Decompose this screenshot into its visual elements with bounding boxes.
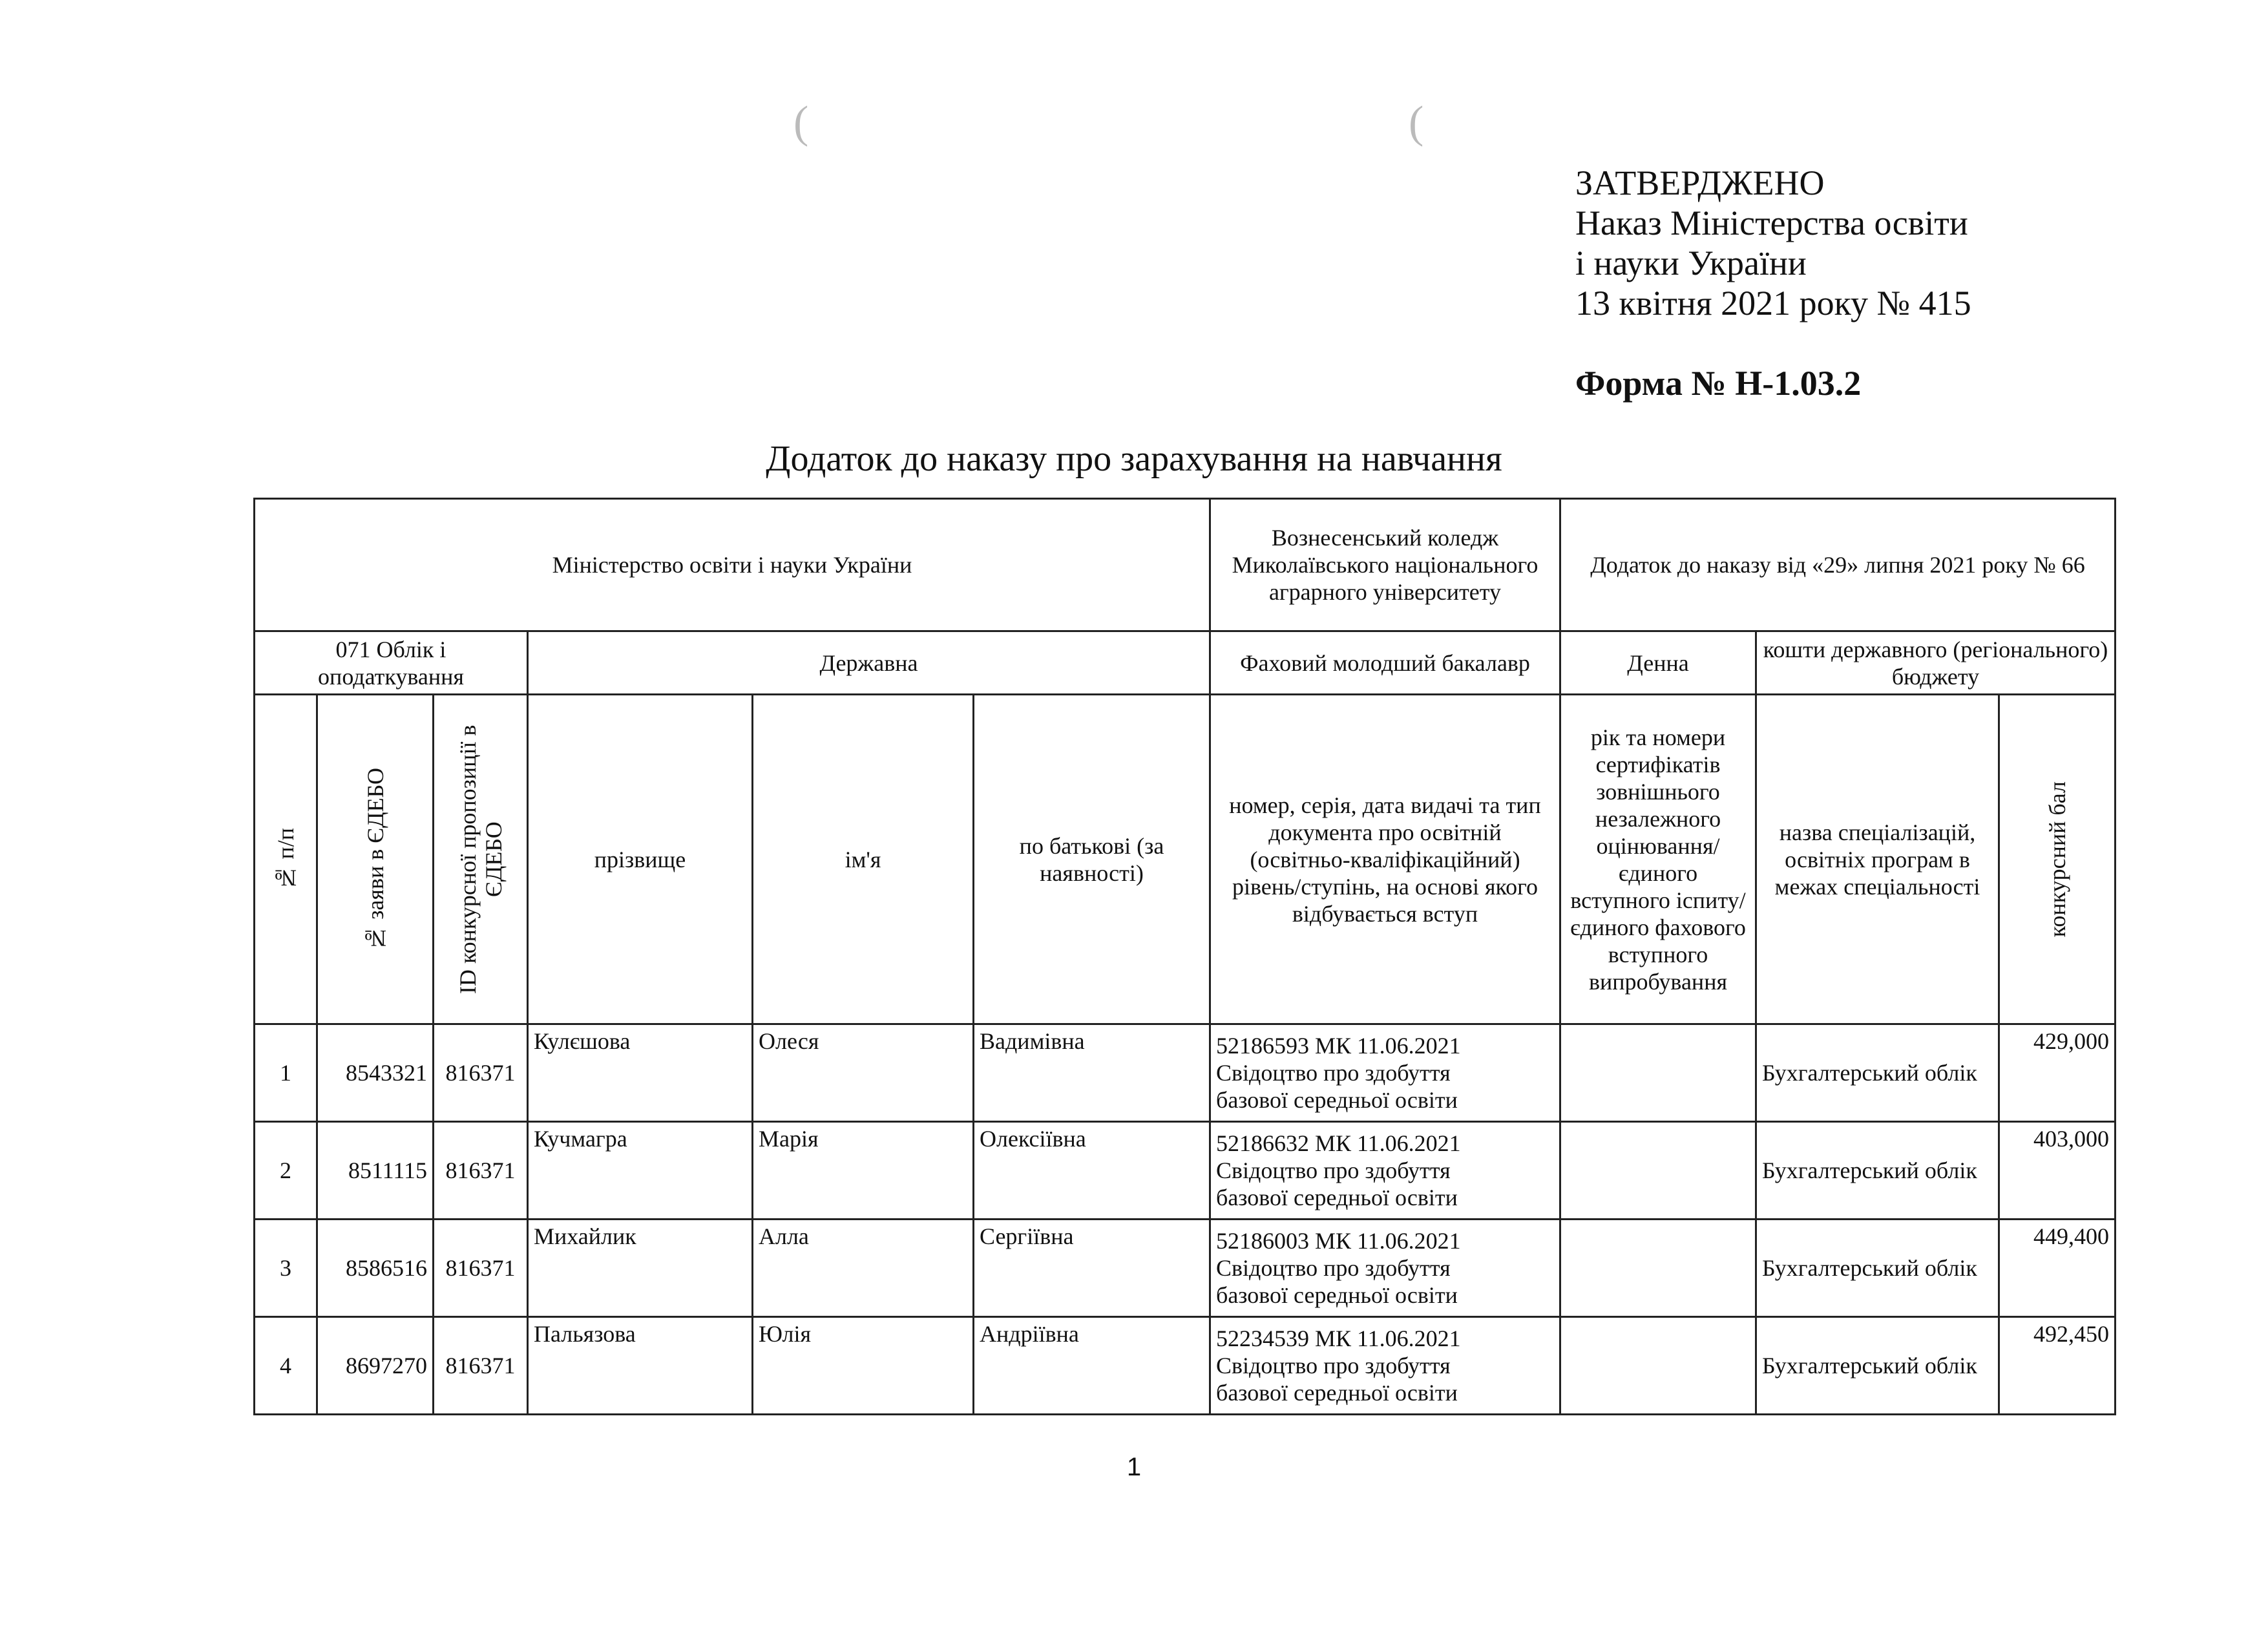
table-row [255,1220,2116,1317]
col-header-offer-id: ID конкурсної пропозиції в ЄДЕБО [434,695,528,1024]
competitive-score: 429,000 [1999,1024,2116,1122]
col-header-score: конкурсний бал [1999,695,2116,1024]
row-number: 2 [255,1122,317,1220]
specialization: Бухгалтерський облік [1756,1220,1999,1317]
offer-id: 816371 [434,1122,528,1220]
row-number: 4 [255,1317,317,1415]
first-name: Алла [753,1220,974,1317]
study-form-cell: Денна [1560,631,1756,695]
approval-line: і науки України [1575,244,1807,282]
specialization: Бухгалтерський облік [1756,1122,1999,1220]
scan-mark: ( [1409,98,1424,147]
surname: Кучмагра [528,1122,753,1220]
application-number: 8697270 [317,1317,434,1415]
document-info: 52186632 МК 11.06.2021 Свідоцтво про здобуття базової середньої освіти [1210,1122,1560,1220]
form-number: Форма № Н-1.03.2 [1575,364,1862,403]
table-row [255,1317,2116,1415]
offer-id: 816371 [434,1024,528,1122]
col-header-surname: прізвище [528,695,753,1024]
row-number: 3 [255,1220,317,1317]
first-name: Олеся [753,1024,974,1122]
competitive-score: 403,000 [1999,1122,2116,1220]
specialization: Бухгалтерський облік [1756,1024,1999,1122]
competitive-score: 449,400 [1999,1220,2116,1317]
patronymic: Олексіївна [974,1122,1210,1220]
specialty-cell: 071 Облік і оподаткування [255,631,528,695]
patronymic: Андріївна [974,1317,1210,1415]
college-cell: Вознесенський коледж Миколаївського національного аграрного університету [1210,499,1560,631]
col-header-certificates: рік та номери сертифікатів зовнішнього незалежного оцінювання/ єдиного вступного іспиту/ єдиного фахового вступного випробування [1560,695,1756,1024]
col-header-number: № п/п [255,695,317,1024]
certificates [1560,1317,1756,1415]
degree-cell: Фаховий молодший бакалавр [1210,631,1560,695]
ministry-cell: Міністерство освіти і науки України [255,499,1210,631]
certificates [1560,1122,1756,1220]
specialization: Бухгалтерський облік [1756,1317,1999,1415]
approval-line: 13 квітня 2021 року № 415 [1575,284,1971,322]
offer-id: 816371 [434,1317,528,1415]
application-number: 8511115 [317,1122,434,1220]
surname: Михайлик [528,1220,753,1317]
document-info: 52186003 МК 11.06.2021 Свідоцтво про здобуття базової середньої освіти [1210,1220,1560,1317]
document-info: 52186593 МК 11.06.2021 Свідоцтво про здобуття базової середньої освіти [1210,1024,1560,1122]
table-row [255,1122,2116,1220]
col-header-patronymic: по батькові (за наявності) [974,695,1210,1024]
first-name: Юлія [753,1317,974,1415]
page-number: 1 [1126,1453,1142,1481]
certificates [1560,1220,1756,1317]
application-number: 8543321 [317,1024,434,1122]
col-header-application: № заяви в ЄДЕБО [317,695,434,1024]
offer-id: 816371 [434,1220,528,1317]
approval-line: Наказ Міністерства освіти [1575,204,1968,242]
enrollment-table [253,498,2116,1415]
patronymic: Вадимівна [974,1024,1210,1122]
col-header-specialization: назва спеціалізацій, освітніх програм в межах спеціальності [1756,695,1999,1024]
patronymic: Сергіївна [974,1220,1210,1317]
competitive-score: 492,450 [1999,1317,2116,1415]
approval-stamp [1575,163,1971,323]
certificates [1560,1024,1756,1122]
first-name: Марія [753,1122,974,1220]
col-header-name: ім'я [753,695,974,1024]
order-cell: Додаток до наказу від «29» липня 2021 року № 66 [1560,499,2116,631]
column-header-row [255,695,2116,1024]
surname: Пальязова [528,1317,753,1415]
application-number: 8586516 [317,1220,434,1317]
approval-line: ЗАТВЕРДЖЕНО [1575,164,1825,202]
funding-form-cell: Державна [528,631,1210,695]
header-row-1 [255,499,2116,631]
surname: Кулєшова [528,1024,753,1122]
scan-mark: ( [793,98,809,147]
budget-cell: кошти державного (регіонального) бюджету [1756,631,2116,695]
header-row-2 [255,631,2116,695]
document-info: 52234539 МК 11.06.2021 Свідоцтво про здобуття базової середньої освіти [1210,1317,1560,1415]
document-title: Додаток до наказу про зарахування на навчання [766,439,1502,479]
row-number: 1 [255,1024,317,1122]
col-header-document: номер, серія, дата видачі та тип документа про освітній (освітньо-кваліфікаційний) рівень/ступінь, на основі якого відбувається вступ [1210,695,1560,1024]
table-row [255,1024,2116,1122]
